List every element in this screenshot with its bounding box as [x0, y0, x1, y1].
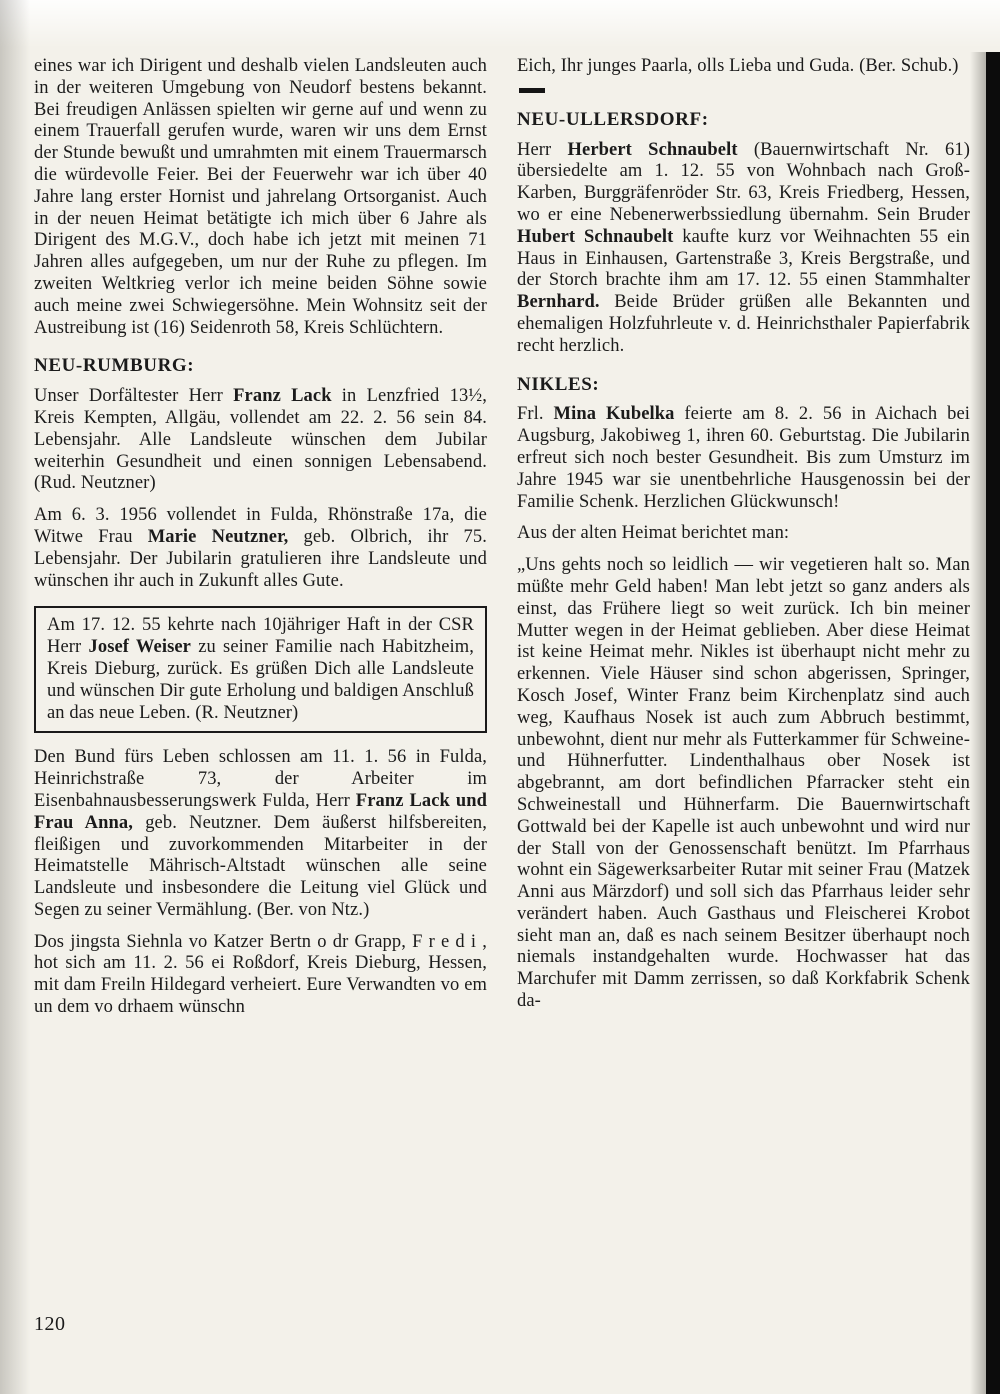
left-column	[34, 56, 487, 1029]
paragraph	[34, 747, 487, 921]
text-run: Frl.	[517, 404, 554, 425]
text-run: Beide Brüder grüßen alle Bekannten und ehemaligen Holzfuhrleute v. d. Heinrichsthaler Papierfabrik recht herzlich.	[517, 292, 970, 356]
paragraph	[517, 555, 970, 1013]
text-run: kaufte kurz vor Weihnachten 55 ein Haus in Einhausen, Gartenstraße 3, Kreis Bergstraße, und der Storch brachte ihm am 17. 12. 55 einen Stammhalter	[517, 226, 970, 291]
right-edge-shadow	[970, 52, 986, 1394]
text-columns	[34, 56, 970, 1029]
bold-text-run: Herbert Schnaubelt	[567, 139, 738, 160]
text-run: Eich, Ihr junges Paarla, olls Lieba und Guda. (Ber. Schub.)	[517, 56, 959, 76]
section-heading: NEU-RUMBURG:	[34, 355, 195, 377]
paragraph	[517, 523, 970, 545]
paragraph	[517, 140, 970, 358]
scan-black-edge	[986, 52, 1000, 1394]
scan-top-margin	[0, 0, 1000, 48]
text-run: zu seiner Familie nach Habitzheim, Kreis Dieburg, zurück. Es grüßen Dich alle Landsleute und wünschen Dir gute Erholung und baldigen Anschluß an das neue Leben. (R. Neutzner)	[47, 637, 474, 723]
paragraph	[34, 505, 487, 592]
bold-text-run: Bernhard.	[517, 292, 600, 313]
text-run: Unser Dorfältester Herr	[34, 386, 234, 407]
text-run: in Lenzfried 13½, Kreis Kempten, Allgäu, vollendet am 22. 2. 56 sein 84. Lebensjahr. Alle Landsleute wünschen dem Jubilar weiterhin Gesundheit und einen sonnigen Lebensabend. (Rud. Neutzner)	[34, 386, 488, 494]
bold-text-run: Hubert Schnaubelt	[517, 226, 674, 247]
text-run: Aus der alten Heimat berichtet man:	[517, 523, 790, 544]
text-run: Den Bund fürs Leben schlossen am 11. 1. 56 in Fulda, Heinrichstraße 73, der Arbeiter im Eisenbahnausbesserungswerk Fulda, Herr	[34, 747, 487, 811]
bold-text-run: Franz Lack und Frau Anna,	[34, 790, 487, 833]
text-run: eines war ich Dirigent und deshalb vielen Landsleuten auch in der weiteren Umgebung von Neudorf bestens bekannt. Bei freudigen Anlässen spielten wir gerne auf und wenn zu einem Trauerfall gerufen wurde, waren wir uns dem Ernst der Stunde bewußt und umrahmten mit einem Trauermarsch die würdevolle Feier. Bei der Feuerwehr war ich über 40 Jahre lang erster Hornist und jahrelang Ortsorganist. Auch in der neuen Heimat betätigte ich mich über 6 Jahre als Dirigent des M.G.V., doch habe ich jetzt mit meinen 71 Jahren alles aufgegeben, um nur der Ruhe zu pflegen. Im zweiten Weltkrieg verlor ich meine beiden Söhne sowie auch meine zwei Schwiegersöhne. Mein Wohnsitz seit der Austreibung ist (16) Seidenroth 58, Kreis Schlüchtern.	[34, 56, 487, 338]
paragraph	[34, 386, 487, 495]
section-heading: NIKLES:	[517, 373, 600, 395]
paragraph	[517, 56, 970, 78]
paragraph	[34, 56, 487, 339]
text-run: geb. Neutzner. Dem äußerst hilfsbereiten, fleißigen und zuvorkommenden Mitarbeiter in der Heimatstelle Mährisch-Altstadt wünschen alle seine Landsleute und insbesondere die Leitung viel Glück und Segen zu seiner Vermählung. (Ber. von Ntz.)	[34, 812, 487, 920]
bold-text-run: Marie Neutzner,	[147, 526, 289, 547]
bold-text-run: Mina Kubelka	[553, 404, 675, 425]
right-column	[517, 56, 970, 1029]
section-heading: NEU-ULLERSDORF:	[517, 108, 709, 130]
text-run: Herr	[517, 139, 568, 160]
text-run: geb. Olbrich, ihr 75. Lebensjahr. Der Jubilarin gratulieren ihre Landsleute und wünschen ihr auch in Zukunft alles Gute.	[34, 526, 487, 591]
text-run: (Bauernwirtschaft Nr. 61) übersiedelte am 1. 12. 55 von Wohnbach nach Groß-Karben, Burggräfenröder Str. 63, Kreis Friedberg, Hessen, wo er eine Nebenerwerbssiedlung übernahm. Sein Bruder	[517, 139, 970, 225]
page-number: 120	[34, 1313, 66, 1335]
bold-text-run: Franz Lack	[233, 386, 332, 407]
text-run: Am 6. 3. 1956 vollendet in Fulda, Rhönstraße 17a, die Witwe Frau	[34, 505, 487, 547]
paragraph	[34, 932, 487, 1019]
left-binding-shadow	[0, 0, 30, 1394]
boxed-notice	[34, 606, 487, 733]
text-run: Dos jingsta Siehnla vo Katzer Bertn o dr Grapp, F r e d i , hot sich am 11. 2. 56 ei Roßdorf, Kreis Dieburg, Hessen, mit dam Freiln Hildegard verheiert. Eure Verwandten vo em un dem vo drhaem wünschn	[34, 931, 487, 1018]
text-run: „Uns gehts noch so leidlich — wir vegetieren halt so. Man müßte mehr Geld haben! Man lebt jetzt so ganz anders als einst, das Frühere liegt so weit zurück. Ich bin meiner Mutter wegen in der Heimat geblieben. Aber diese Heimat ist keine Heimat mehr. Nikles ist überhaupt nicht mehr zu erkennen. Viele Häuser sind schon abgerissen, Springer, Kosch Josef, Winter Franz beim Kirchenplatz sind auch weg, Kaufhaus Nosek ist auch zum Abbruch bestimmt, unbewohnt, dient nur mehr als Futterkammer für Schweine- und Hühnerfutter. Lindenthalhaus ober Nosek ist abgebrannt, am dort befindlichen Pfarracker steht ein Schweinestall und Hühnerfarm. Die Bauernwirtschaft Gottwald bei der Kapelle ist auch unbewohnt und wird nur der Stall von der Genossenschaft benützt. Im Pfarrhaus wohnt ein Sägewerksarbeiter Rutar mit seiner Frau (Matzek Anni aus Märzdorf) und soll sich das Pfarrhaus leider sehr verändert haben. Auch Gasthaus und Fleischerei Krobot sieht man an, daß es nach seinem Besitzer überhaupt noch niemals instandgehalten wurde. Hochwasser hat das Marchufer mit Damm zerrissen, so daß Korkfabrik Schenk da-	[517, 555, 970, 1012]
text-run: feierte am 8. 2. 56 in Aichach bei Augsburg, Jakobiweg 1, ihren 60. Geburtstag. Die Jubilarin erfreut sich noch bester Gesundheit. Bis zum Umsturz im Jahre 1945 war sie unentbehrliche Hausgenossin bei der Familie Schenk. Herzlichen Glückwunsch!	[517, 404, 971, 512]
bold-text-run: Josef Weiser	[88, 637, 191, 658]
paragraph	[517, 404, 970, 513]
text-run: Am 17. 12. 55 kehrte nach 10jähriger Haft in der CSR Herr	[47, 615, 474, 658]
article-end-dash	[519, 88, 545, 93]
